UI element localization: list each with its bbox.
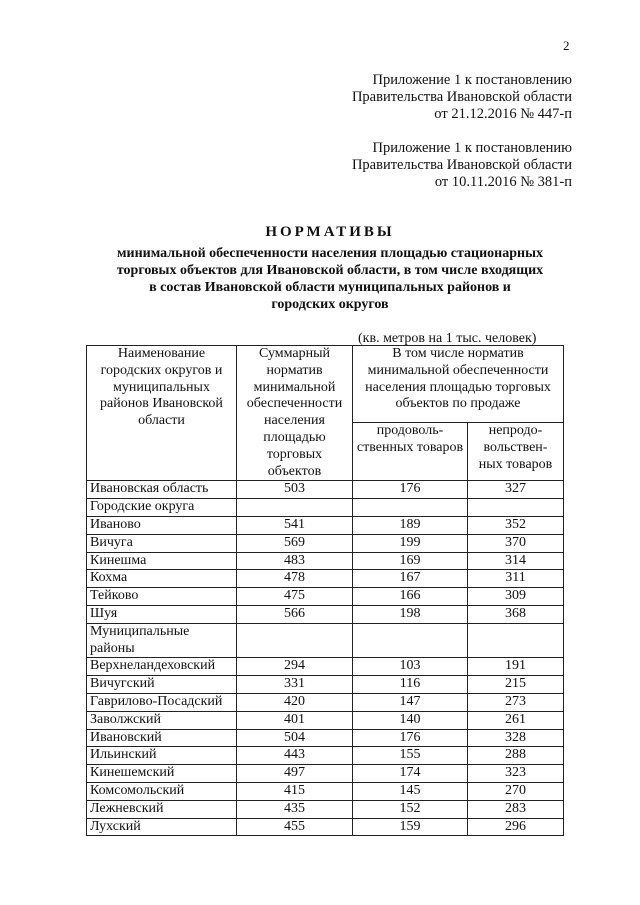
title-line: городских округов [271,297,389,312]
appendix-line: Приложение 1 к постановлению [372,140,572,156]
cell-nonfood: 283 [468,800,564,818]
header-total: Суммарный норматив минимальной обеспеченности населения площадью торговых объектов [237,346,353,481]
cell-food: 103 [353,658,468,676]
table-row [87,499,564,517]
cell-nonfood: 327 [468,481,564,499]
cell-nonfood: 273 [468,693,564,711]
cell-name: Кохма [87,570,237,588]
cell-name: Городские округа [87,499,237,517]
cell-nonfood: 296 [468,818,564,836]
cell-food: 199 [353,534,468,552]
cell-total: 497 [237,765,353,783]
cell-total [237,499,353,517]
appendix-reference-current [352,72,572,123]
cell-nonfood: 270 [468,782,564,800]
cell-name: Заволжский [87,711,237,729]
cell-total: 566 [237,605,353,623]
cell-food [353,499,468,517]
table-row [87,588,564,606]
cell-nonfood: 368 [468,605,564,623]
cell-food: 167 [353,570,468,588]
cell-name: Иваново [87,516,237,534]
cell-total: 455 [237,818,353,836]
header-nonfood: непродо- вольствен- ных товаров [468,423,564,481]
cell-name: Комсомольский [87,782,237,800]
cell-total: 569 [237,534,353,552]
cell-name: Вичуга [87,534,237,552]
table-row [87,570,564,588]
cell-nonfood: 323 [468,765,564,783]
cell-total: 420 [237,693,353,711]
cell-name: Лухский [87,818,237,836]
cell-nonfood: 311 [468,570,564,588]
cell-food: 176 [353,481,468,499]
header-name: Наименование городских округов и муниципальных районов Ивановской области [87,346,237,481]
header-group: В том числе норматив минимальной обеспеченности населения площадью торговых объектов по продаже [353,346,564,423]
cell-name: Вичугский [87,676,237,694]
cell-food: 166 [353,588,468,606]
cell-food: 145 [353,782,468,800]
cell-food: 198 [353,605,468,623]
cell-total: 541 [237,516,353,534]
table-body [87,481,564,836]
appendix-reference-original [352,140,572,191]
cell-total: 415 [237,782,353,800]
title-line: в состав Ивановской области муниципальных районов и [149,280,511,295]
cell-total: 504 [237,729,353,747]
cell-total: 435 [237,800,353,818]
cell-nonfood [468,623,564,658]
header-food: продоволь- ственных товаров [353,423,468,481]
table-row [87,693,564,711]
appendix-line: Правительства Ивановской области [351,89,572,105]
cell-food: 169 [353,552,468,570]
cell-total: 483 [237,552,353,570]
appendix-line: от 21.12.2016 № 447-п [434,106,572,122]
table-row [87,782,564,800]
cell-food: 116 [353,676,468,694]
table-row [87,605,564,623]
cell-nonfood: 309 [468,588,564,606]
table-row [87,676,564,694]
cell-food: 174 [353,765,468,783]
cell-name: Гаврилово-Посадский [87,693,237,711]
cell-total: 331 [237,676,353,694]
document-title [80,224,580,313]
cell-total [237,623,353,658]
cell-food [353,623,468,658]
table-row [87,658,564,676]
cell-total: 401 [237,711,353,729]
page-number: 2 [563,38,570,53]
appendix-line: Приложение 1 к постановлению [372,72,572,88]
cell-name: Лежневский [87,800,237,818]
cell-name: Шуя [87,605,237,623]
table-row [87,818,564,836]
table-row [87,765,564,783]
table-row [87,516,564,534]
cell-name: Муниципальные районы [87,623,237,658]
cell-nonfood: 288 [468,747,564,765]
table-row [87,800,564,818]
cell-food: 189 [353,516,468,534]
table-row [87,552,564,570]
appendix-line: Правительства Ивановской области [351,157,572,173]
title-line: минимальной обеспеченности населения площадью стационарных [116,246,544,261]
table-row [87,481,564,499]
cell-name: Верхнеландеховский [87,658,237,676]
cell-food: 155 [353,747,468,765]
appendix-line: от 10.11.2016 № 381-п [434,174,572,190]
cell-total: 475 [237,588,353,606]
cell-nonfood: 191 [468,658,564,676]
table-row [87,729,564,747]
cell-name: Кинешма [87,552,237,570]
cell-nonfood [468,499,564,517]
norms-table [86,345,564,836]
cell-total: 294 [237,658,353,676]
cell-name: Ильинский [87,747,237,765]
table-row [87,711,564,729]
table-row [87,623,564,658]
cell-nonfood: 215 [468,676,564,694]
table-row [87,747,564,765]
cell-food: 140 [353,711,468,729]
cell-name: Ивановский [87,729,237,747]
cell-food: 147 [353,693,468,711]
cell-food: 152 [353,800,468,818]
cell-nonfood: 352 [468,516,564,534]
title-main: НОРМАТИВЫ [265,224,395,240]
cell-nonfood: 261 [468,711,564,729]
cell-nonfood: 370 [468,534,564,552]
table-row [87,534,564,552]
cell-name: Кинешемский [87,765,237,783]
cell-total: 503 [237,481,353,499]
cell-total: 443 [237,747,353,765]
cell-nonfood: 328 [468,729,564,747]
cell-food: 176 [353,729,468,747]
title-line: торговых объектов для Ивановской области, в том числе входящих [116,263,544,278]
cell-nonfood: 314 [468,552,564,570]
cell-food: 159 [353,818,468,836]
units-note: (кв. метров на 1 тыс. человек) [358,331,537,346]
cell-total: 478 [237,570,353,588]
cell-name: Тейково [87,588,237,606]
cell-name: Ивановская область [87,481,237,499]
table-header-row [87,346,564,423]
